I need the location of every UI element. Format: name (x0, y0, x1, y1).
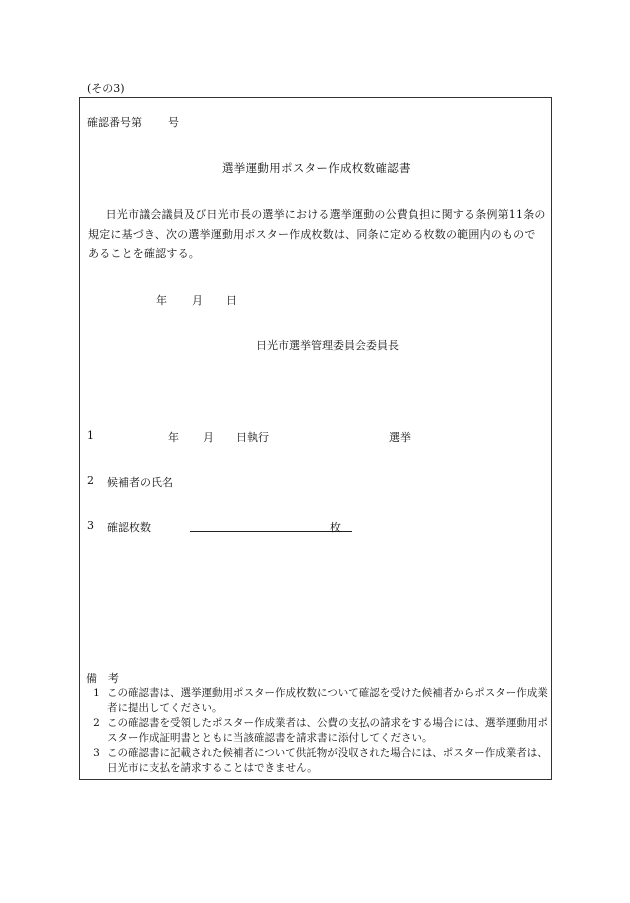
item1-election: 選挙 (389, 431, 411, 444)
confirmation-number-prefix: 確認番号第 (87, 116, 142, 129)
body-paragraph: 日光市議会議員及び日光市長の選挙における選挙運動の公費負担に関する条例第11条の規定に基づき、次の選挙運動用ポスター作成枚数は、同条に定める枚数の範囲内のものであることを確認する。 (88, 208, 546, 260)
confirmation-number-suffix: 号 (168, 116, 179, 129)
remark-note-text: この確認書は、選挙運動用ポスター作成枚数について確認を受けた候補者からポスター作成業者に提出してください。 (107, 687, 548, 714)
confirmed-count-label: 確認枚数 (107, 521, 151, 534)
candidate-name-label: 候補者の氏名 (107, 476, 173, 489)
remark-note-text: この確認書を受領したポスター作成業者は、公費の支払の請求をする場合には、選挙運動用ポスター作成証明書とともに当該確認書を請求書に添付してください。 (107, 717, 548, 744)
issuer-title: 日光市選挙管理委員会委員長 (256, 339, 399, 352)
confirmed-count-blank (190, 531, 352, 532)
date-year: 年 (156, 294, 167, 307)
remark-note (86, 746, 548, 776)
item1-executed: 日執行 (236, 431, 269, 444)
item1-number: 1 (87, 429, 94, 442)
remarks-heading: 備 考 (86, 672, 119, 685)
date-day: 日 (226, 294, 237, 307)
form-frame (79, 97, 552, 780)
item3-number: 3 (87, 519, 94, 532)
remark-note-number: 1 (93, 687, 100, 699)
remark-note-text: この確認書に記載された候補者について供託物が没収された場合には、ポスター作成業者は、日光市に支払を請求することはできません。 (107, 747, 548, 774)
remark-note-number: 3 (93, 747, 100, 759)
remark-note (86, 716, 548, 746)
remark-note-number: 2 (93, 717, 100, 729)
confirmed-count-unit: 枚 (330, 521, 341, 534)
date-month: 月 (192, 294, 203, 307)
item1-year: 年 (168, 431, 179, 444)
item1-month: 月 (203, 431, 214, 444)
item2-number: 2 (87, 474, 94, 487)
document-title: 選挙運動用ポスター作成枚数確認書 (222, 161, 411, 175)
remark-note (86, 686, 548, 716)
form-label: (その3) (87, 82, 125, 95)
